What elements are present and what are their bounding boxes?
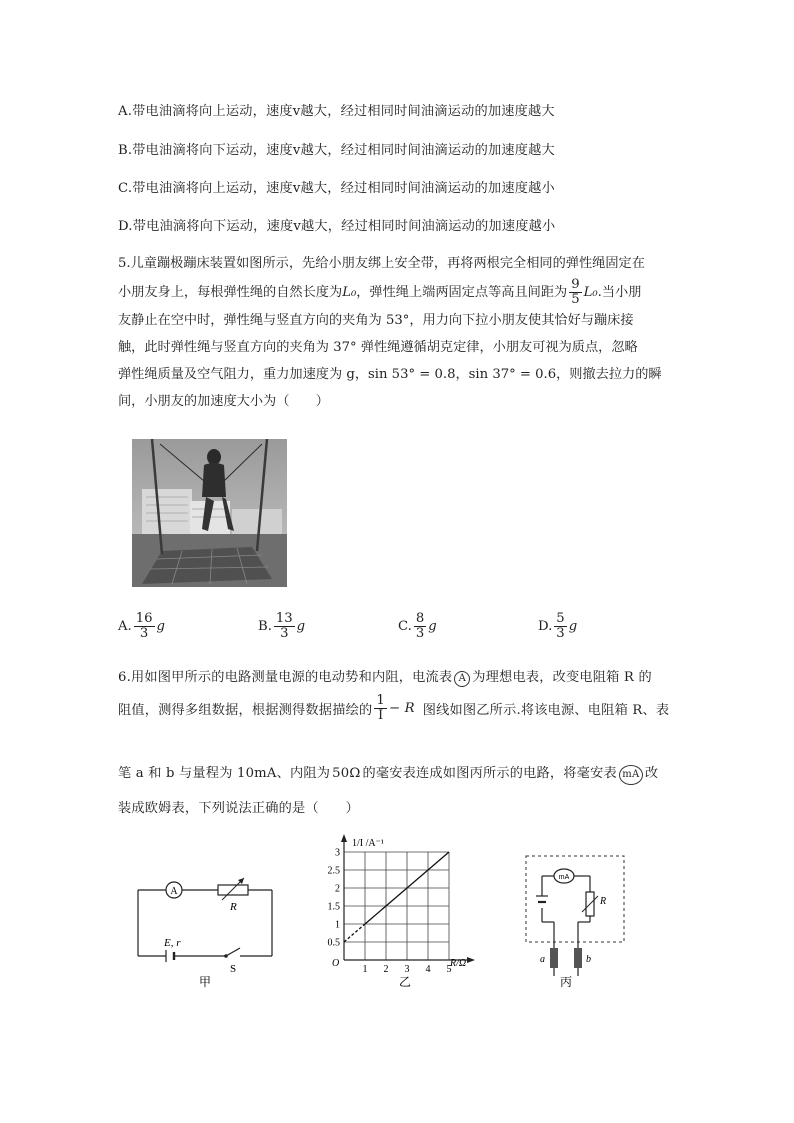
- frac-den: 3: [415, 626, 425, 641]
- q6-resistance: 50Ω: [332, 766, 361, 781]
- option-label: C.: [398, 619, 412, 634]
- q5-line-2: [118, 277, 678, 307]
- q5-fraction: [569, 278, 581, 307]
- figure-bing-caption: 丙: [559, 975, 573, 989]
- trampoline-photo: [132, 439, 287, 587]
- resistor-box: [218, 885, 248, 895]
- q5-frac-num: 9: [571, 276, 580, 292]
- chart-axes: [328, 834, 476, 975]
- q5-option-a: [118, 612, 165, 641]
- chart-grid: [344, 852, 449, 960]
- figure-bing-circuit: [520, 852, 630, 992]
- ammeter-symbol: A: [454, 671, 470, 687]
- option-fraction: [274, 612, 295, 641]
- q6-line-1: [118, 666, 652, 687]
- x-axis-arrow: [467, 957, 475, 963]
- frac-num: 5: [556, 611, 565, 626]
- figure-jia-caption: 甲: [198, 975, 212, 989]
- frac-num: 1: [376, 692, 385, 708]
- option-label: A.: [118, 619, 132, 634]
- q6-text: 笔 a 和 b 与量程为 10mA、内阻为: [118, 766, 331, 781]
- ammeter-letter: A: [170, 886, 178, 897]
- q4-option-c: C.带电油滴将向上运动，速度v越大，经过相同时间油滴运动的加速度越小: [118, 181, 555, 196]
- resistor-label: R: [600, 896, 607, 907]
- q5-stem: [118, 250, 678, 415]
- option-fraction: [414, 612, 426, 641]
- x-tick-label: 3: [404, 964, 410, 975]
- y-tick-label: 2.5: [327, 865, 340, 877]
- chart-origin: O: [332, 958, 340, 969]
- q4-option-a: A.带电油滴将向上运动，速度v越大，经过相同时间油滴运动的加速度越大: [118, 104, 555, 119]
- q5-line-4: 触，此时弹性绳与竖直方向的夹角为 37° 弹性绳遵循胡克定律，小朋友可视为质点，忽略: [118, 340, 638, 355]
- y-tick-label: 2: [335, 883, 340, 895]
- q6-line-4: 装成欧姆表，下列说法正确的是（ ）: [118, 801, 359, 816]
- option-fraction: [134, 612, 155, 641]
- q6-text: 阻值，测得多组数据，根据测得数据描绘的: [118, 702, 373, 718]
- switch-label: S: [230, 963, 237, 975]
- chart-y-label: 1/I /A⁻¹: [352, 838, 384, 849]
- frac-num: 8: [415, 611, 425, 626]
- y-tick-label: 1: [335, 919, 340, 931]
- figure-jia-circuit: [130, 870, 280, 990]
- frac-den: 3: [139, 626, 149, 641]
- q6-text: 的毫安表连成如图丙所示的电路，将毫安表: [362, 766, 617, 781]
- q5-text: 小朋友身上，每根弹性绳的自然长度为: [118, 284, 343, 300]
- frac-den: I: [377, 707, 384, 723]
- option-unit: g: [156, 619, 165, 634]
- option-fraction: [554, 612, 566, 641]
- chart-x-label: R/Ω: [450, 958, 467, 969]
- q6-text: 改: [644, 766, 659, 781]
- q6-line-3: [118, 762, 658, 785]
- probe-a-label: a: [540, 954, 545, 965]
- y-tick-label: 3: [335, 847, 340, 859]
- q5-frac-den: 5: [571, 291, 580, 307]
- q6-text: − R: [388, 700, 415, 716]
- q6-fraction: [374, 694, 387, 723]
- figure-yi-chart: [310, 832, 480, 992]
- option-unit: g: [428, 619, 437, 634]
- q5-l0: L₀: [342, 284, 357, 300]
- option-label: D.: [538, 619, 553, 634]
- q5-option-c: [398, 612, 437, 641]
- q5-line-6: 间，小朋友的加速度大小为（ ）: [118, 394, 329, 409]
- probe-a: [550, 948, 558, 968]
- milliammeter-symbol: mA: [619, 765, 643, 785]
- q5-line-5: 弹性绳质量及空气阻力，重力加速度为 g，sin 53° = 0.8，sin 37° = 0.6，则撤去拉力的瞬: [118, 367, 662, 382]
- probe-b: [574, 948, 582, 968]
- q5-line-3: 友静止在空中时，弹性绳与竖直方向的夹角为 53°，用力向下拉小朋友使其恰好与蹦床接: [118, 313, 634, 328]
- frac-den: 3: [556, 626, 565, 641]
- ohmmeter-box: [526, 856, 624, 942]
- q5-option-d: [538, 612, 577, 641]
- q5-option-b: [258, 612, 305, 641]
- y-tick-label: 1.5: [327, 901, 340, 913]
- y-axis-arrow: [341, 834, 347, 842]
- figure-yi-caption: 乙: [398, 975, 412, 989]
- frac-num: 13: [275, 611, 293, 626]
- q6-text: 图线如图乙所示.将该电源、电阻箱 R、表: [422, 702, 670, 718]
- option-label: B.: [258, 619, 272, 634]
- trampoline-photo-image: [132, 439, 287, 587]
- x-tick-label: 4: [425, 964, 431, 975]
- chart-series: [344, 852, 449, 942]
- x-tick-label: 2: [383, 964, 389, 975]
- q5-text: .当小朋: [597, 284, 642, 300]
- source-label: E, r: [164, 937, 181, 949]
- frac-num: 16: [135, 611, 153, 626]
- milliammeter-label: mA: [558, 874, 570, 881]
- q5-text: ，弹性绳上端两固定点等高且间距为: [356, 284, 568, 300]
- q5-l0: L₀: [583, 284, 598, 300]
- y-tick-label: 0.5: [327, 937, 340, 949]
- q4-option-b: B.带电油滴将向下运动，速度v越大，经过相同时间油滴运动的加速度越大: [118, 143, 555, 158]
- resistor-label: R: [230, 901, 237, 913]
- q6-line-2: [118, 690, 669, 726]
- frac-den: 3: [280, 626, 289, 641]
- probe-b-label: b: [586, 954, 591, 965]
- option-unit: g: [296, 619, 306, 634]
- x-tick-label: 1: [362, 964, 368, 975]
- q5-line-1: 5.儿童蹦极蹦床装置如图所示，先给小朋友绑上安全带，再将两根完全相同的弹性绳固定在: [118, 256, 645, 271]
- option-unit: g: [568, 619, 578, 634]
- switch-blade: [226, 948, 240, 956]
- series-line-dashed: [344, 924, 365, 942]
- q4-option-d: D.带电油滴将向下运动，速度v越大，经过相同时间油滴运动的加速度越小: [118, 219, 556, 234]
- q6-text: 6.用如图甲所示的电路测量电源的电动势和内阻，电流表: [118, 670, 453, 685]
- x-tick-label: 5: [446, 964, 452, 975]
- q6-text: 为理想电表，改变电阻箱 R 的: [472, 670, 652, 685]
